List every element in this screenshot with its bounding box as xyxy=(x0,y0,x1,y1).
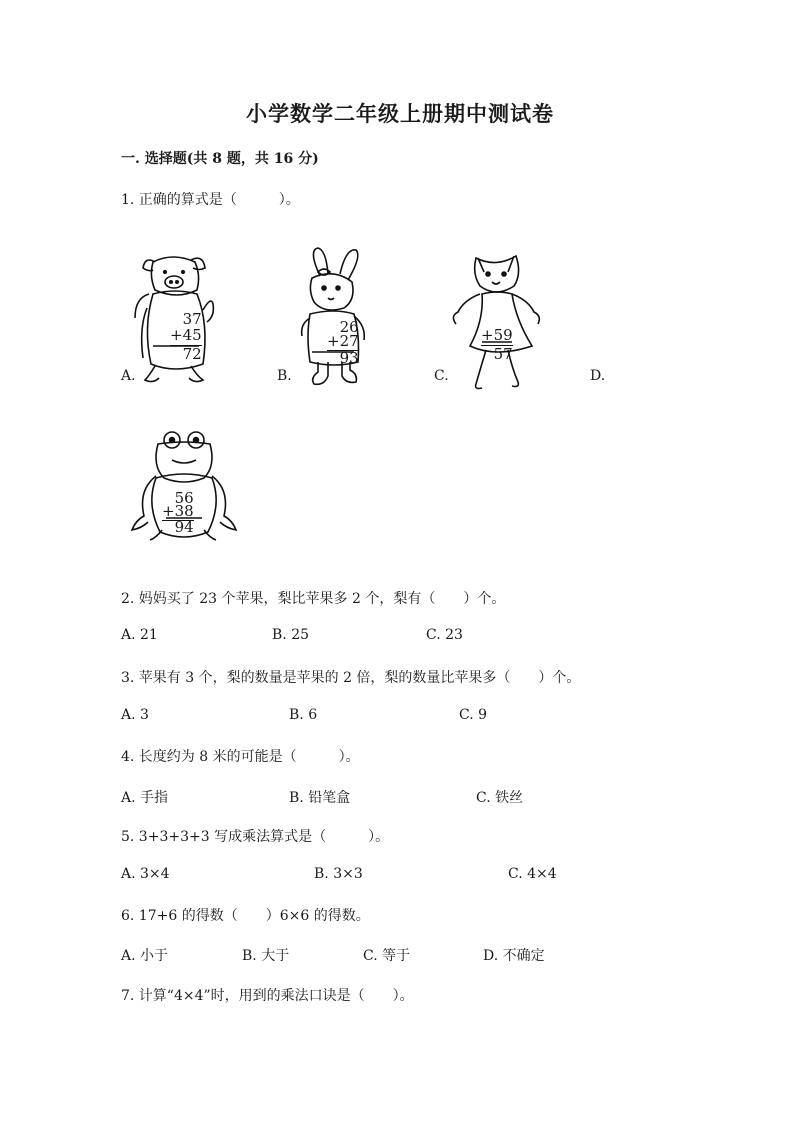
q4-option-a: A. 手指 xyxy=(121,790,169,806)
q1-b-sum: 93 xyxy=(327,350,359,365)
q1-option-c-label: C. xyxy=(434,368,449,384)
q2-option-c: C. 23 xyxy=(426,627,463,643)
section-heading: 一. 选择题(共 8 题，共 16 分) xyxy=(121,151,319,167)
q1-a-addend2: +45 xyxy=(170,326,202,344)
q1-option-b-label: B. xyxy=(277,368,292,384)
q5-option-b: B. 3×3 xyxy=(314,866,363,882)
q1-b-addend1: 26 xyxy=(339,318,359,336)
q5-option-a: A. 3×4 xyxy=(121,866,170,882)
q4-option-b: B. 铅笔盒 xyxy=(289,790,351,806)
question-3: 3. 苹果有 3 个，梨的数量是苹果的 2 倍，梨的数量比苹果多（ ）个。 xyxy=(121,670,581,686)
q1-d-calc xyxy=(162,489,194,536)
q1-b-addend2: +27 xyxy=(327,332,359,350)
q1-c-calc xyxy=(481,327,513,362)
q1-option-c-cat-figure xyxy=(452,250,544,400)
q1-option-d-label: D. xyxy=(590,368,606,384)
q1-d-addend1: 56 xyxy=(174,489,194,507)
q2-option-a: A. 21 xyxy=(121,627,158,643)
q3-option-c: C. 9 xyxy=(459,707,488,723)
q1-a-calc xyxy=(170,311,202,362)
page-title: 小学数学二年级上册期中测试卷 xyxy=(246,101,554,126)
q1-d-addend2: +38 xyxy=(162,502,194,520)
q2-option-b: B. 25 xyxy=(272,627,310,643)
q4-option-c: C. 铁丝 xyxy=(476,790,524,806)
question-4: 4. 长度约为 8 米的可能是（ ）。 xyxy=(121,749,360,765)
q6-option-c: C. 等于 xyxy=(363,948,411,964)
q1-a-sum: 72 xyxy=(170,345,202,362)
q1-b-calc xyxy=(327,320,359,365)
q1-a-addend1: 37 xyxy=(182,310,202,328)
question-7: 7. 计算“4×4”时，用到的乘法口诀是（ ）。 xyxy=(121,988,414,1004)
q5-option-c: C. 4×4 xyxy=(508,866,557,882)
q3-option-b: B. 6 xyxy=(289,707,318,723)
q3-option-a: A. 3 xyxy=(121,707,149,723)
question-2: 2. 妈妈买了 23 个苹果，梨比苹果多 2 个，梨有（ ）个。 xyxy=(121,591,506,607)
question-5: 5. 3+3+3+3 写成乘法算式是（ ）。 xyxy=(121,829,390,845)
q6-option-b: B. 大于 xyxy=(242,948,290,964)
q1-option-a-label: A. xyxy=(121,368,136,384)
q6-option-a: A. 小于 xyxy=(121,948,169,964)
q1-c-addend: +59 xyxy=(481,326,513,344)
question-1: 1. 正确的算式是（ ）。 xyxy=(121,192,300,208)
q6-option-d: D. 不确定 xyxy=(483,948,545,964)
question-6: 6. 17+6 的得数（ ）6×6 的得数。 xyxy=(121,908,370,924)
q1-c-sum: 57 xyxy=(481,345,513,362)
q1-d-sum: 94 xyxy=(162,520,194,534)
